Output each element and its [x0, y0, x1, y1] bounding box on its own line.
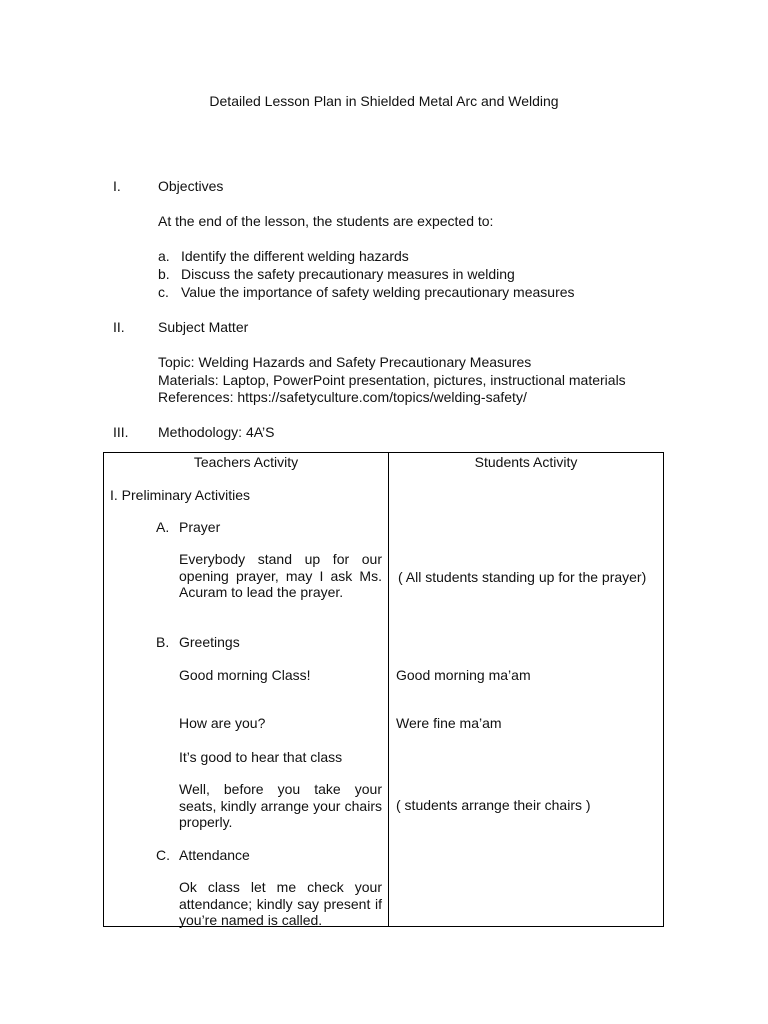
greetings-students-line: Good morning ma’am: [396, 667, 531, 683]
subject-materials: Materials: Laptop, PowerPoint presentation, pictures, instructional materials: [158, 372, 626, 388]
objective-marker: a.: [158, 248, 170, 264]
preliminary-activities-heading: I. Preliminary Activities: [110, 487, 251, 503]
activity-table: [103, 452, 664, 927]
greetings-teacher-line: Good morning Class!: [179, 667, 311, 683]
attendance-heading: Attendance: [179, 847, 250, 863]
column-divider: [388, 453, 389, 926]
section-heading-subject-matter: Subject Matter: [158, 319, 249, 335]
objective-marker: c.: [158, 284, 169, 300]
section-heading-methodology: Methodology: 4A’S: [158, 424, 275, 440]
column-header-teachers: Teachers Activity: [193, 454, 299, 470]
prayer-marker: A.: [156, 519, 170, 535]
section-numeral-subject-matter: II.: [113, 319, 125, 335]
greetings-teacher-line: How are you?: [179, 715, 266, 731]
prayer-teacher-text: Everybody stand up for our opening prayer, may I ask Ms. Acuram to lead the prayer.: [179, 551, 382, 600]
column-header-students: Students Activity: [474, 454, 578, 470]
subject-topic: Topic: Welding Hazards and Safety Precautionary Measures: [158, 354, 532, 370]
section-heading-objectives: Objectives: [158, 178, 224, 194]
objectives-intro: At the end of the lesson, the students are expected to:: [158, 213, 494, 229]
objective-item: Identify the different welding hazards: [181, 248, 409, 264]
greetings-heading: Greetings: [179, 634, 240, 650]
document-title: Detailed Lesson Plan in Shielded Metal Arc and Welding: [209, 93, 559, 109]
attendance-marker: C.: [156, 847, 170, 863]
section-numeral-methodology: III.: [113, 424, 129, 440]
subject-references: References: https://safetyculture.com/topics/welding-safety/: [158, 389, 527, 405]
section-numeral-objectives: I.: [113, 178, 121, 194]
objective-item: Value the importance of safety welding precautionary measures: [181, 284, 575, 300]
objective-item: Discuss the safety precautionary measures in welding: [181, 266, 515, 282]
prayer-students-text: ( All students standing up for the prayer): [398, 569, 647, 585]
prayer-heading: Prayer: [179, 519, 221, 535]
greetings-students-arrange-text: ( students arrange their chairs ): [396, 797, 591, 813]
greetings-students-line: Were fine ma’am: [396, 715, 502, 731]
greetings-teacher-line: It’s good to hear that class: [179, 749, 343, 765]
greetings-teacher-arrange-text: Well, before you take your seats, kindly arrange your chairs properly.: [179, 781, 382, 830]
attendance-teacher-text: Ok class let me check your attendance; kindly say present if you’re named is called.: [179, 879, 382, 928]
greetings-marker: B.: [156, 634, 170, 650]
objective-marker: b.: [158, 266, 170, 282]
